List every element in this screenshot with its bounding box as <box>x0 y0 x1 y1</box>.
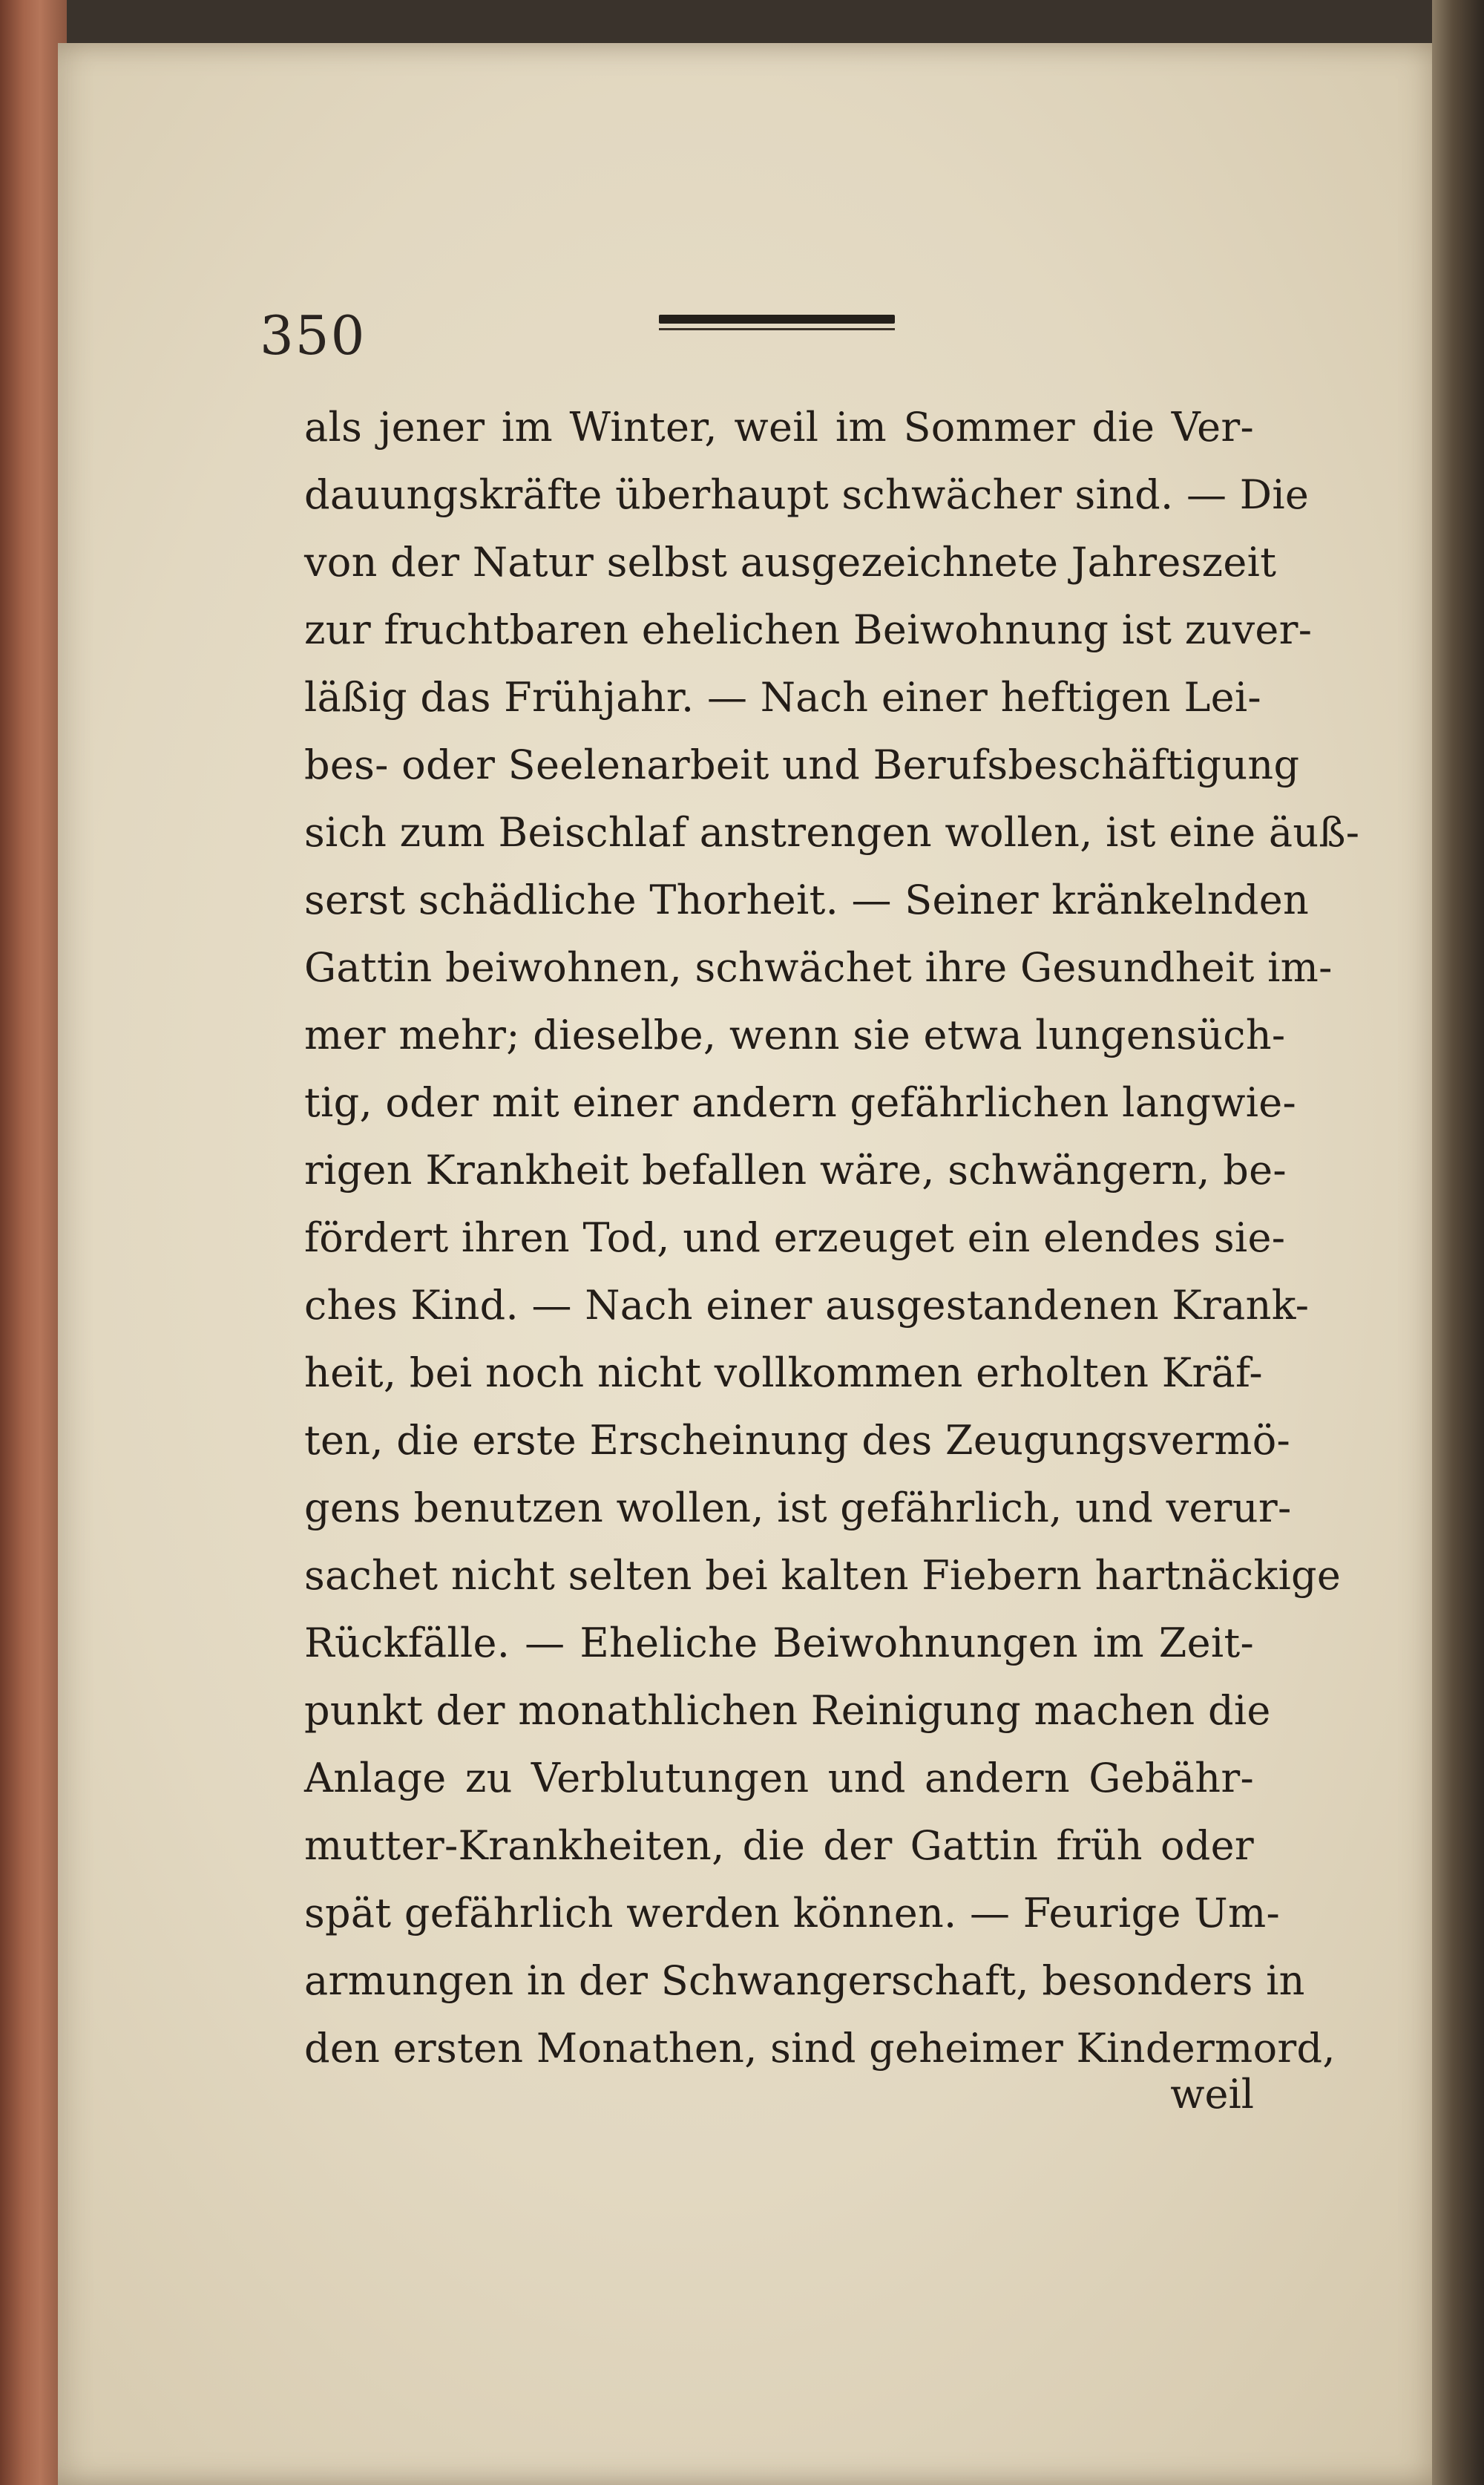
text-line: dauungskräfte überhaupt schwächer sind. — Die <box>304 471 1310 518</box>
text-line: rigen Krankheit befallen wäre, schwängern, be- <box>304 1147 1287 1194</box>
text-line: bes- oder Seelenarbeit und Berufsbeschäftigung <box>304 741 1300 788</box>
text-line: sich zum Beischlaf anstrengen wollen, ist eine äuß- <box>304 809 1360 856</box>
text-line: Gattin beiwohnen, schwächet ihre Gesundheit im- <box>304 944 1333 991</box>
text-line: als jener im Winter, weil im Sommer die Ver- <box>304 404 1254 451</box>
text-line: serst schädliche Thorheit. — Seiner kränkelnden <box>304 877 1310 923</box>
text-line: läßig das Frühjahr. — Nach einer heftigen Lei- <box>304 674 1261 721</box>
text-line: mer mehr; dieselbe, wenn sie etwa lungensüch- <box>304 1012 1286 1058</box>
book-cover-edge <box>0 0 67 2485</box>
text-line: von der Natur selbst ausgezeichnete Jahreszeit <box>304 539 1277 586</box>
page-number: 350 <box>260 304 367 367</box>
text-line: armungen in der Schwangerschaft, besonders in <box>304 1957 1305 2004</box>
text-line: ches Kind. — Nach einer ausgestandenen Krank- <box>304 1282 1310 1329</box>
text-line: punkt der monathlichen Reinigung machen die <box>304 1687 1271 1734</box>
text-line: fördert ihren Tod, und erzeuget ein elendes sie- <box>304 1214 1286 1261</box>
text-line: tig, oder mit einer andern gefährlichen langwie- <box>304 1079 1297 1126</box>
body-text <box>304 393 1360 2082</box>
text-line: Rückfälle. — Eheliche Beiwohnungen im Zeit- <box>304 1620 1254 1666</box>
text-line: Anlage zu Verblutungen und andern Gebähr- <box>304 1755 1254 1801</box>
text-line: spät gefährlich werden können. — Feurige Um- <box>304 1890 1281 1936</box>
catchword: weil <box>1170 2071 1254 2118</box>
text-line: ten, die erste Erscheinung des Zeugungsvermö- <box>304 1417 1291 1464</box>
text-line: heit, bei noch nicht vollkommen erholten Kräf- <box>304 1349 1263 1396</box>
header-rule-underline <box>659 328 895 330</box>
text-line: mutter-Krankheiten, die der Gattin früh oder <box>304 1822 1254 1869</box>
text-line: gens benutzen wollen, ist gefährlich, und verur- <box>304 1484 1292 1531</box>
book-gutter <box>1432 0 1484 2485</box>
text-line: den ersten Monathen, sind geheimer Kindermord, <box>304 2025 1336 2072</box>
header-rule <box>659 315 895 324</box>
text-line: zur fruchtbaren ehelichen Beiwohnung ist zuver- <box>304 606 1313 653</box>
text-line: sachet nicht selten bei kalten Fiebern hartnäckige <box>304 1552 1342 1599</box>
